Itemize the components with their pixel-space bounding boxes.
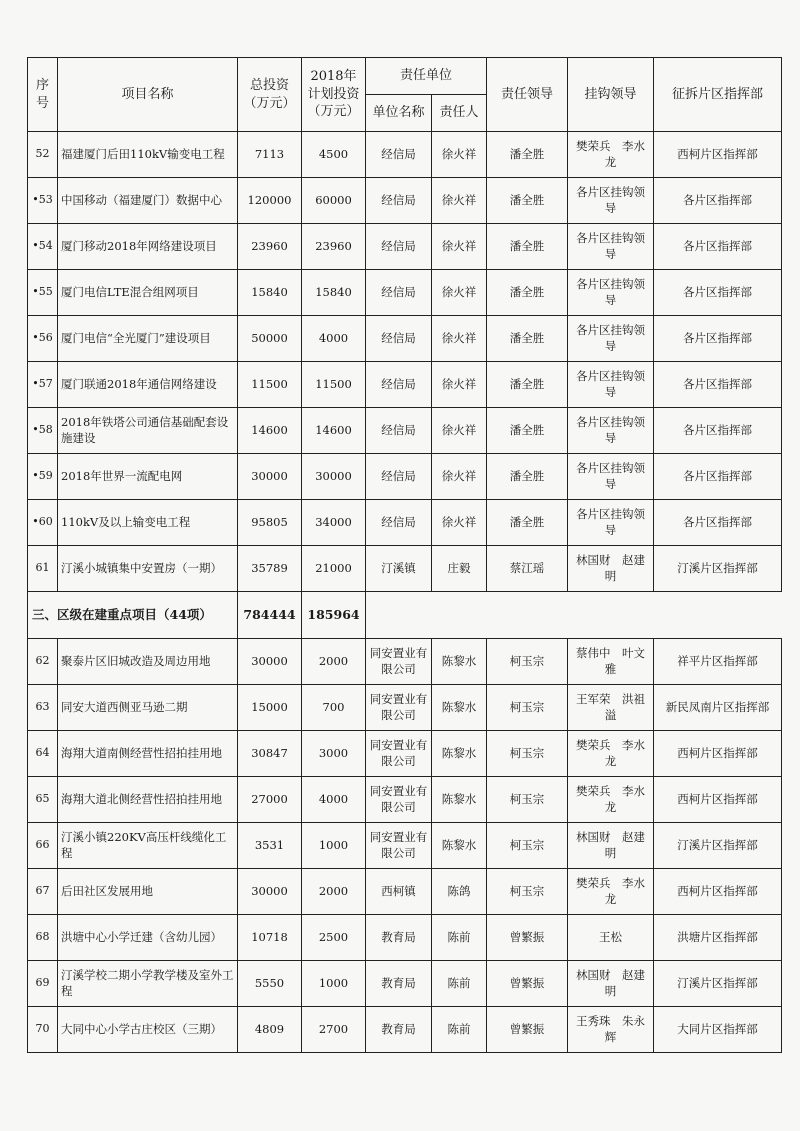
cell-unit: 同安置业有限公司 [366,685,432,731]
cell-command: 各片区指挥部 [654,500,782,546]
table-row [28,546,782,592]
header-plan [302,58,366,132]
table-row [28,454,782,500]
cell-command: 各片区指挥部 [654,178,782,224]
cell-hook: 各片区挂钩领导 [568,454,654,500]
cell-leader: 柯玉宗 [487,685,568,731]
header-name: 项目名称 [58,58,238,132]
cell-leader: 潘全胜 [487,500,568,546]
cell-leader: 潘全胜 [487,132,568,178]
section-title: 三、区级在建重点项目（44项） [28,592,238,639]
table-row [28,869,782,915]
cell-total: 5550 [238,961,302,1007]
cell-hook: 林国财 赵建明 [568,823,654,869]
table-row [28,408,782,454]
cell-person: 庄毅 [432,546,487,592]
cell-unit: 经信局 [366,316,432,362]
cell-hook: 樊荣兵 李水龙 [568,777,654,823]
cell-seq: 67 [28,869,58,915]
section-blank [366,592,782,639]
cell-name: 聚泰片区旧城改造及周边用地 [58,639,238,685]
cell-leader: 潘全胜 [487,454,568,500]
cell-hook: 林国财 赵建明 [568,961,654,1007]
cell-hook: 各片区挂钩领导 [568,224,654,270]
cell-hook: 各片区挂钩领导 [568,270,654,316]
cell-seq: •54 [28,224,58,270]
cell-unit: 经信局 [366,178,432,224]
cell-name: 福建厦门后田110kV输变电工程 [58,132,238,178]
table-row [28,961,782,1007]
table-body-lower [28,639,782,1053]
cell-leader: 柯玉宗 [487,777,568,823]
cell-name: 海翔大道北侧经营性招拍挂用地 [58,777,238,823]
cell-person: 徐火祥 [432,270,487,316]
cell-name: 洪塘中心小学迁建（含幼儿园） [58,915,238,961]
cell-command: 大同片区指挥部 [654,1007,782,1053]
cell-person: 陈鸽 [432,869,487,915]
cell-person: 陈前 [432,961,487,1007]
cell-person: 徐火祥 [432,224,487,270]
cell-total: 30000 [238,454,302,500]
cell-seq: •59 [28,454,58,500]
cell-hook: 蔡伟中 叶文雅 [568,639,654,685]
cell-person: 陈黎水 [432,777,487,823]
table-row [28,823,782,869]
cell-person: 陈黎水 [432,685,487,731]
cell-unit: 教育局 [366,915,432,961]
cell-name: 厦门移动2018年网络建设项目 [58,224,238,270]
cell-leader: 潘全胜 [487,316,568,362]
cell-command: 西柯片区指挥部 [654,132,782,178]
cell-name: 大同中心小学古庄校区（三期） [58,1007,238,1053]
header-resp-unit: 责任单位 [366,58,487,95]
cell-plan: 1000 [302,961,366,1007]
cell-hook: 林国财 赵建明 [568,546,654,592]
cell-seq: 52 [28,132,58,178]
cell-unit: 经信局 [366,500,432,546]
cell-person: 陈黎水 [432,823,487,869]
table-row [28,1007,782,1053]
cell-unit: 西柯镇 [366,869,432,915]
cell-total: 30000 [238,639,302,685]
cell-command: 各片区指挥部 [654,316,782,362]
cell-total: 35789 [238,546,302,592]
cell-total: 30847 [238,731,302,777]
table-row [28,132,782,178]
cell-total: 4809 [238,1007,302,1053]
cell-person: 陈前 [432,915,487,961]
cell-command: 新民凤南片区指挥部 [654,685,782,731]
cell-command: 祥平片区指挥部 [654,639,782,685]
cell-total: 15840 [238,270,302,316]
header-total-line2: （万元） [243,95,296,111]
table-row [28,915,782,961]
cell-person: 徐火祥 [432,500,487,546]
table-row [28,270,782,316]
table-row [28,639,782,685]
cell-name: 海翔大道南侧经营性招拍挂用地 [58,731,238,777]
cell-plan: 34000 [302,500,366,546]
cell-seq: 69 [28,961,58,1007]
cell-total: 120000 [238,178,302,224]
cell-plan: 21000 [302,546,366,592]
cell-plan: 4500 [302,132,366,178]
header-plan-line3: （万元） [307,104,360,120]
cell-command: 西柯片区指挥部 [654,869,782,915]
cell-unit: 经信局 [366,270,432,316]
cell-command: 西柯片区指挥部 [654,777,782,823]
cell-hook: 王松 [568,915,654,961]
cell-unit: 汀溪镇 [366,546,432,592]
cell-leader: 曾繁振 [487,1007,568,1053]
header-plan-line1: 2018年 [310,69,357,85]
cell-command: 汀溪片区指挥部 [654,961,782,1007]
header-total-line1: 总投资 [249,77,289,93]
cell-command: 汀溪片区指挥部 [654,546,782,592]
header-seq: 序号 [28,58,58,132]
cell-total: 3531 [238,823,302,869]
cell-command: 汀溪片区指挥部 [654,823,782,869]
cell-name: 汀溪小镇220KV高压杆线缆化工程 [58,823,238,869]
table-row [28,178,782,224]
cell-person: 陈黎水 [432,639,487,685]
cell-person: 徐火祥 [432,132,487,178]
cell-unit: 经信局 [366,454,432,500]
cell-person: 陈黎水 [432,731,487,777]
cell-total: 7113 [238,132,302,178]
cell-plan: 4000 [302,777,366,823]
cell-unit: 同安置业有限公司 [366,823,432,869]
cell-unit: 同安置业有限公司 [366,639,432,685]
cell-hook: 各片区挂钩领导 [568,316,654,362]
table-row [28,316,782,362]
cell-hook: 各片区挂钩领导 [568,408,654,454]
cell-hook: 樊荣兵 李水龙 [568,132,654,178]
section-total: 784444 [238,592,302,639]
cell-plan: 2000 [302,639,366,685]
cell-command: 各片区指挥部 [654,224,782,270]
cell-seq: 62 [28,639,58,685]
cell-name: 2018年铁塔公司通信基础配套设施建设 [58,408,238,454]
cell-hook: 各片区挂钩领导 [568,362,654,408]
cell-total: 50000 [238,316,302,362]
cell-unit: 经信局 [366,408,432,454]
cell-person: 徐火祥 [432,362,487,408]
cell-seq: 63 [28,685,58,731]
cell-total: 23960 [238,224,302,270]
table-row [28,500,782,546]
cell-plan: 2700 [302,1007,366,1053]
cell-leader: 潘全胜 [487,362,568,408]
table-row [28,777,782,823]
header-unit-name: 单位名称 [366,95,432,132]
header-total [238,58,302,132]
cell-name: 中国移动（福建厦门）数据中心 [58,178,238,224]
cell-leader: 潘全胜 [487,408,568,454]
cell-plan: 30000 [302,454,366,500]
table-row [28,685,782,731]
cell-unit: 同安置业有限公司 [366,731,432,777]
cell-name: 后田社区发展用地 [58,869,238,915]
header-resp-leader: 责任领导 [487,58,568,132]
cell-name: 同安大道西侧亚马逊二期 [58,685,238,731]
cell-seq: 61 [28,546,58,592]
cell-leader: 曾繁振 [487,961,568,1007]
cell-unit: 教育局 [366,1007,432,1053]
cell-leader: 柯玉宗 [487,731,568,777]
cell-total: 10718 [238,915,302,961]
cell-name: 厦门电信“全光厦门”建设项目 [58,316,238,362]
cell-command: 各片区指挥部 [654,408,782,454]
cell-unit: 教育局 [366,961,432,1007]
cell-hook: 各片区挂钩领导 [568,500,654,546]
cell-name: 厦门联通2018年通信网络建设 [58,362,238,408]
header-plan-line2: 计划投资 [307,86,360,102]
cell-leader: 柯玉宗 [487,639,568,685]
project-table [27,57,782,1053]
cell-hook: 王军荣 洪祖溢 [568,685,654,731]
cell-leader: 潘全胜 [487,270,568,316]
cell-seq: •60 [28,500,58,546]
cell-hook: 王秀珠 朱永辉 [568,1007,654,1053]
cell-hook: 樊荣兵 李水龙 [568,731,654,777]
cell-hook: 各片区挂钩领导 [568,178,654,224]
cell-seq: •55 [28,270,58,316]
cell-plan: 15840 [302,270,366,316]
cell-seq: 66 [28,823,58,869]
cell-seq: 68 [28,915,58,961]
cell-seq: 70 [28,1007,58,1053]
cell-person: 陈前 [432,1007,487,1053]
cell-command: 各片区指挥部 [654,454,782,500]
cell-seq: 65 [28,777,58,823]
cell-name: 110kV及以上输变电工程 [58,500,238,546]
cell-name: 2018年世界一流配电网 [58,454,238,500]
cell-seq: •53 [28,178,58,224]
cell-plan: 700 [302,685,366,731]
cell-leader: 潘全胜 [487,178,568,224]
cell-unit: 经信局 [366,132,432,178]
table-row [28,224,782,270]
cell-leader: 柯玉宗 [487,869,568,915]
cell-unit: 同安置业有限公司 [366,777,432,823]
cell-person: 徐火祥 [432,178,487,224]
cell-plan: 23960 [302,224,366,270]
cell-name: 汀溪小城镇集中安置房（一期） [58,546,238,592]
cell-seq: •56 [28,316,58,362]
cell-seq: 64 [28,731,58,777]
cell-plan: 14600 [302,408,366,454]
header-hook-leader: 挂钩领导 [568,58,654,132]
table-header [28,58,782,132]
cell-plan: 3000 [302,731,366,777]
cell-plan: 2500 [302,915,366,961]
cell-plan: 4000 [302,316,366,362]
cell-leader: 曾繁振 [487,915,568,961]
cell-hook: 樊荣兵 李水龙 [568,869,654,915]
cell-total: 95805 [238,500,302,546]
section-plan: 185964 [302,592,366,639]
cell-leader: 柯玉宗 [487,823,568,869]
cell-command: 各片区指挥部 [654,362,782,408]
cell-command: 西柯片区指挥部 [654,731,782,777]
cell-unit: 经信局 [366,362,432,408]
cell-name: 厦门电信LTE混合组网项目 [58,270,238,316]
cell-total: 27000 [238,777,302,823]
cell-person: 徐火祥 [432,408,487,454]
cell-total: 30000 [238,869,302,915]
section-row [28,592,782,639]
cell-seq: •58 [28,408,58,454]
cell-plan: 11500 [302,362,366,408]
cell-person: 徐火祥 [432,454,487,500]
header-command: 征拆片区指挥部 [654,58,782,132]
cell-leader: 潘全胜 [487,224,568,270]
cell-plan: 2000 [302,869,366,915]
cell-plan: 1000 [302,823,366,869]
cell-command: 各片区指挥部 [654,270,782,316]
table-row [28,731,782,777]
table-body-upper [28,132,782,592]
cell-total: 15000 [238,685,302,731]
section-block [28,592,782,639]
cell-name: 汀溪学校二期小学教学楼及室外工程 [58,961,238,1007]
cell-command: 洪塘片区指挥部 [654,915,782,961]
cell-unit: 经信局 [366,224,432,270]
cell-person: 徐火祥 [432,316,487,362]
cell-seq: •57 [28,362,58,408]
cell-total: 14600 [238,408,302,454]
cell-plan: 60000 [302,178,366,224]
cell-leader: 蔡江瑶 [487,546,568,592]
table-row [28,362,782,408]
cell-total: 11500 [238,362,302,408]
header-resp-person: 责任人 [432,95,487,132]
